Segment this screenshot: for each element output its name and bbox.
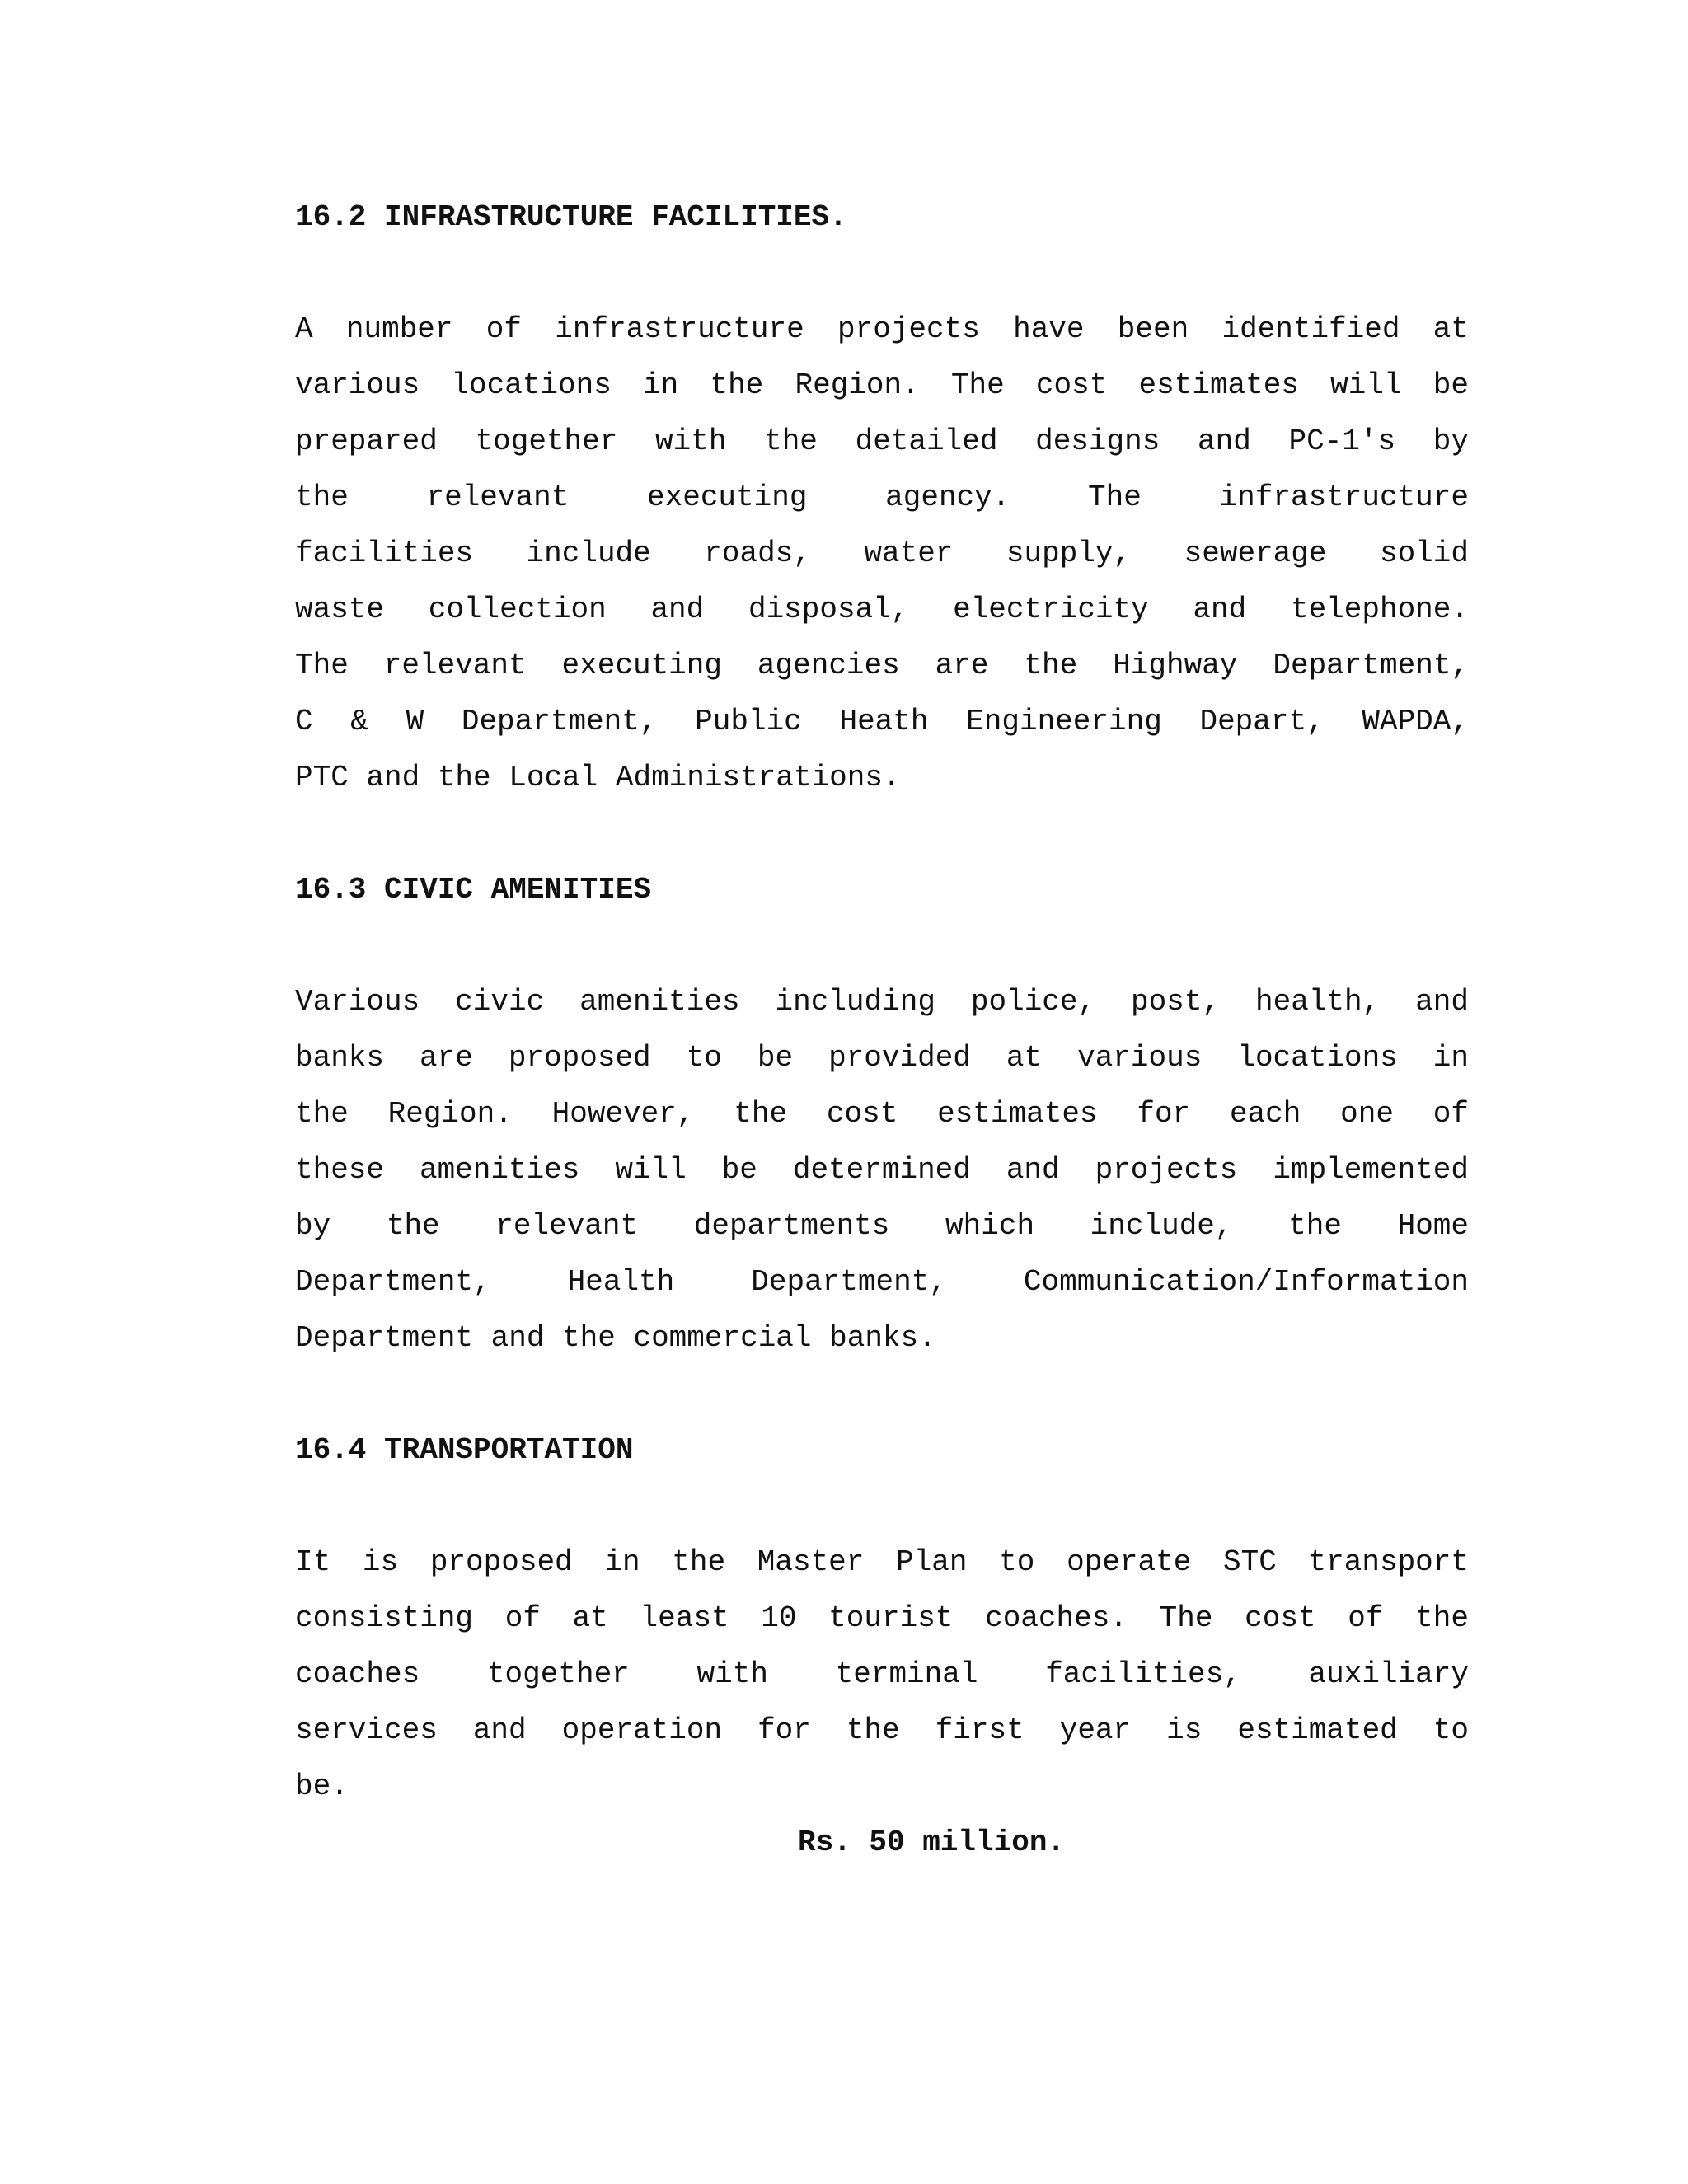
paragraph-civic-amenities [295,974,1469,1366]
paragraph-line: prepared together with the detailed designs and PC-1's by [295,424,1469,458]
cost-amount: Rs. 50 million. [797,1825,1066,1859]
paragraph-infrastructure [295,302,1469,806]
paragraph-line: the Region. However, the cost estimates for each one of [295,1097,1469,1131]
paragraph-line: these amenities will be determined and projects implemented [295,1153,1469,1187]
paragraph-line: PTC and the Local Administrations. [295,761,901,794]
paragraph-line: by the relevant departments which include, the Home [295,1209,1469,1243]
paragraph-line: waste collection and disposal, electricity and telephone. [295,593,1469,626]
paragraph-transportation [295,1535,1469,1815]
section-heading-infrastructure: 16.2 INFRASTRUCTURE FACILITIES. [295,200,847,234]
section-heading-civic-amenities: 16.3 CIVIC AMENITIES [295,873,652,907]
paragraph-line: various locations in the Region. The cost estimates will be [295,368,1469,402]
paragraph-line: It is proposed in the Master Plan to operate STC transport [295,1545,1469,1579]
paragraph-line: banks are proposed to be provided at various locations in [295,1041,1469,1075]
paragraph-line: Department and the commercial banks. [295,1321,936,1355]
section-heading-transportation: 16.4 TRANSPORTATION [295,1433,634,1467]
paragraph-line: be. [295,1769,349,1803]
paragraph-line: Various civic amenities including police, post, health, and [295,985,1469,1019]
paragraph-line: A number of infrastructure projects have been identified at [295,312,1469,346]
document-body [295,190,1469,1871]
paragraph-line: services and operation for the first year is estimated to [295,1713,1469,1747]
paragraph-line: the relevant executing agency. The infrastructure [295,480,1469,514]
paragraph-line: The relevant executing agencies are the Highway Department, [295,649,1469,682]
paragraph-line: Department, Health Department, Communication/Information [295,1265,1469,1299]
paragraph-line: coaches together with terminal facilities, auxiliary [295,1657,1469,1691]
paragraph-line: consisting of at least 10 tourist coaches. The cost of the [295,1601,1469,1635]
paragraph-line: facilities include roads, water supply, sewerage solid [295,537,1469,570]
paragraph-line: C & W Department, Public Heath Engineering Depart, WAPDA, [295,705,1469,738]
